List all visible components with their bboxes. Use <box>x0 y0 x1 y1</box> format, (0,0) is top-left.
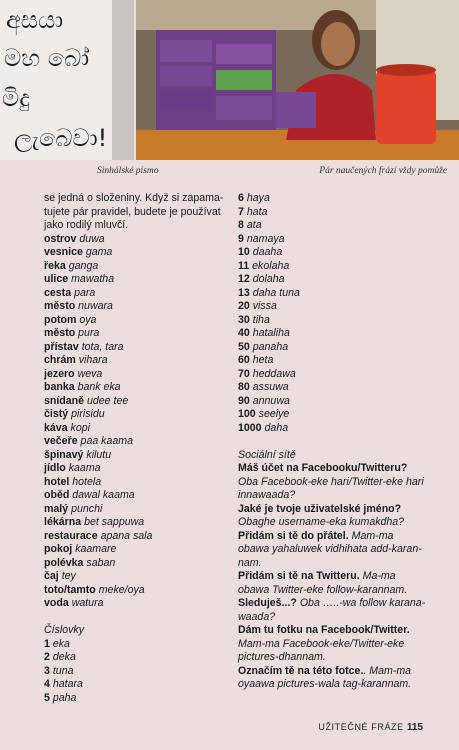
vocab-item <box>44 530 228 544</box>
social-phrase-si: Mam-ma <box>348 529 394 542</box>
social-line <box>238 584 422 598</box>
number-item <box>238 287 422 301</box>
number-item <box>238 273 422 287</box>
vocab-item-translation: meke/oya <box>98 583 145 596</box>
vocab-item <box>44 422 228 436</box>
social-line <box>238 530 422 544</box>
numbers-heading: Číslovky <box>44 624 85 636</box>
number-item-term: 2 <box>44 651 50 663</box>
number-item <box>238 381 422 395</box>
vocab-item <box>44 246 228 260</box>
social-phrase-cz: Máš účet na Facebooku/Twitteru? <box>238 462 408 474</box>
vocab-item-term: oběd <box>44 489 70 501</box>
vocab-item-translation: dawal kaama <box>72 489 135 501</box>
vocab-item-translation: saban <box>86 556 116 569</box>
vocab-item-translation: ganga <box>68 259 99 272</box>
social-heading: Sociální sítě <box>238 448 296 461</box>
number-item <box>238 219 422 233</box>
sinhala-sign-photo <box>0 0 134 160</box>
number-item-translation: daha <box>264 421 289 434</box>
vocab-item-translation: punchi <box>71 502 103 515</box>
number-item-term: 80 <box>238 381 250 393</box>
number-item <box>238 206 422 220</box>
social-line <box>238 651 422 665</box>
number-item-term: 1000 <box>238 421 262 434</box>
social-phrase-cz: Přidám si tě do přátel. <box>238 529 349 542</box>
social-phrase-si: oyaawa pictures-wala tag-karannam. <box>238 678 412 690</box>
social-line <box>238 611 422 625</box>
vocab-item-translation: udee tee <box>87 394 129 407</box>
vocab-item-term: čistý <box>44 408 69 420</box>
social-phrase-si: pictures-dhannam. <box>238 651 326 663</box>
number-item-translation: dolaha <box>252 273 285 285</box>
vocab-item <box>44 557 228 571</box>
spacer <box>44 611 228 625</box>
number-item <box>238 395 422 409</box>
number-item <box>44 651 228 665</box>
number-item-translation: paha <box>52 691 77 704</box>
vocab-item-translation: paa kaama <box>80 435 133 447</box>
number-item-translation: seeiye <box>258 408 290 420</box>
vocab-item-translation: bank eka <box>77 381 121 393</box>
vocab-item-translation: kaama <box>68 462 101 474</box>
social-line <box>238 570 422 584</box>
vocab-item-translation: kilutu <box>86 448 112 461</box>
vocab-item <box>44 570 228 584</box>
vocab-item-term: čaj <box>44 570 59 582</box>
vocab-item-translation: oya <box>79 313 97 326</box>
number-item <box>44 678 228 692</box>
number-item-term: 12 <box>238 273 250 285</box>
vocab-item-term: restaurace <box>44 529 98 542</box>
number-item-translation: ata <box>246 219 262 231</box>
page-footer <box>318 722 423 733</box>
number-item-translation: daaha <box>252 246 283 258</box>
number-item-translation: haya <box>246 192 270 204</box>
number-item-term: 60 <box>238 354 250 366</box>
number-item-term: 50 <box>238 340 250 353</box>
social-phrase-si: innawaada? <box>238 489 296 501</box>
vocab-item <box>44 543 228 557</box>
vocab-item <box>44 449 228 463</box>
vocab-item <box>44 300 228 314</box>
number-item-translation: hatara <box>52 678 83 690</box>
number-item-term: 100 <box>238 408 256 420</box>
vocab-item <box>44 287 228 301</box>
vocab-item-term: chrám <box>44 354 76 366</box>
number-item-term: 90 <box>238 394 250 407</box>
vocab-item-term: vesnice <box>44 246 83 258</box>
number-item <box>238 368 422 382</box>
vocab-item-term: lékárna <box>44 516 82 528</box>
number-item-translation: annuwa <box>252 394 290 407</box>
social-phrase-si: Oba …..-wa follow karana- <box>296 597 426 609</box>
number-item-translation: daha tuna <box>252 286 300 299</box>
number-item-term: 40 <box>238 327 250 339</box>
number-item-translation: tuna <box>52 664 74 677</box>
number-item-term: 1 <box>44 637 50 650</box>
vocab-item-translation: vihara <box>78 354 108 366</box>
number-item <box>238 314 422 328</box>
vocab-item-term: jídlo <box>44 462 66 474</box>
vocab-item-term: toto/tamto <box>44 583 96 596</box>
vocab-item <box>44 395 228 409</box>
vocab-item-translation: para <box>74 286 96 299</box>
number-item-term: 70 <box>238 367 250 380</box>
number-item-translation: heta <box>252 354 274 366</box>
vocab-item-term: ulice <box>44 273 69 285</box>
caption-right: Pár naučených frází vždy pomůže <box>319 166 447 176</box>
number-item-translation: hata <box>246 205 268 218</box>
vocab-item <box>44 489 228 503</box>
vocab-item <box>44 341 228 355</box>
vocab-item <box>44 408 228 422</box>
vocab-item-translation: tota, tara <box>81 340 124 353</box>
number-item-term: 7 <box>238 205 244 218</box>
intro-line: tujete pár pravidel, budete je používat <box>44 205 221 218</box>
number-item-translation: namaya <box>246 232 285 245</box>
number-item-term: 5 <box>44 691 50 704</box>
vocab-item-translation: duwa <box>79 232 105 245</box>
social-line <box>238 476 422 490</box>
vocab-item <box>44 476 228 490</box>
left-column <box>44 192 228 705</box>
number-item-term: 6 <box>238 192 244 204</box>
vocab-item <box>44 314 228 328</box>
vocab-item-translation: pura <box>78 327 100 339</box>
number-item-term: 30 <box>238 313 250 326</box>
caption-left: Sinhálské písmo <box>97 166 159 176</box>
vocab-item <box>44 597 228 611</box>
social-phrase-si: nam. <box>238 556 262 569</box>
vocab-item-term: potom <box>44 313 77 326</box>
vocab-item <box>44 516 228 530</box>
social-phrase-cz: Sleduješ...? <box>238 597 297 609</box>
vocab-item-term: malý <box>44 502 69 515</box>
number-item <box>238 341 422 355</box>
vocab-item-translation: hotela <box>72 475 102 488</box>
social-phrase-cz: Jaké je tvoje uživatelské jméno? <box>238 502 402 515</box>
number-item-translation: assuwa <box>252 381 289 393</box>
sign-text-line: මහ බෝ <box>4 44 90 72</box>
intro-line: se jedná o složeniny. Když si zapama- <box>44 192 224 204</box>
number-item <box>238 354 422 368</box>
social-phrase-si: Mam-ma Facebook-eke/Twitter-eke <box>238 637 405 650</box>
social-line <box>238 624 422 638</box>
vocab-item-term: ostrov <box>44 232 77 245</box>
social-line <box>238 516 422 530</box>
spacer <box>238 435 422 449</box>
vocab-item <box>44 273 228 287</box>
social-line <box>238 597 426 611</box>
vocab-item-term: jezero <box>44 367 75 380</box>
social-line <box>238 638 422 652</box>
vocab-item <box>44 503 228 517</box>
number-item <box>238 327 422 341</box>
vocab-item-translation: watura <box>71 597 104 609</box>
sign-text-line: ලැබෙවා! <box>14 124 108 152</box>
intro-line: jako rodilý mluvčí. <box>44 219 129 231</box>
number-item <box>238 408 422 422</box>
vocab-item-term: banka <box>44 381 75 393</box>
number-item <box>238 246 422 260</box>
vocab-item <box>44 462 228 476</box>
vocab-item <box>44 584 228 598</box>
vocab-item-term: večeře <box>44 435 78 447</box>
sign-text-line: මිදු <box>2 84 30 112</box>
number-item-translation: hataliha <box>252 327 290 339</box>
number-item-translation: eka <box>52 637 70 650</box>
number-item-term: 8 <box>238 219 244 231</box>
vocab-item-translation: kopi <box>70 421 90 434</box>
vocab-item <box>44 435 228 449</box>
vocab-item-term: pokoj <box>44 543 73 555</box>
market-vendor-photo <box>136 0 459 160</box>
number-item <box>238 233 422 247</box>
number-item-term: 3 <box>44 664 50 677</box>
vocab-item-translation: kaamare <box>75 543 117 555</box>
number-item <box>44 638 228 652</box>
number-item-term: 20 <box>238 300 250 312</box>
vocab-item-translation: bet sappuwa <box>84 516 145 528</box>
vocab-item-term: voda <box>44 597 69 609</box>
social-phrase-si: Obaghe username-eka kumakdha? <box>238 516 405 528</box>
social-phrase-si: . Mam-ma <box>363 664 412 677</box>
social-line <box>238 678 422 692</box>
vocab-item-translation: apana sala <box>100 529 153 542</box>
vocab-item <box>44 233 228 247</box>
social-line <box>238 665 422 679</box>
vocab-item <box>44 368 228 382</box>
vocab-item-term: město <box>44 300 76 312</box>
footer-section: UŽITEČNÉ FRÁZE <box>318 722 404 732</box>
vocab-item-translation: gama <box>85 246 113 258</box>
social-line <box>238 462 422 476</box>
vocab-item-translation: nuwara <box>78 300 113 312</box>
number-item-translation: panaha <box>252 340 289 353</box>
vocab-item-term: město <box>44 327 76 339</box>
number-item-term: 10 <box>238 246 250 258</box>
photo-captions <box>0 166 459 182</box>
vocab-item-term: přístav <box>44 340 79 353</box>
number-item-term: 4 <box>44 678 50 690</box>
social-line <box>238 543 422 557</box>
social-line <box>238 557 422 571</box>
number-item <box>238 422 422 436</box>
number-item-term: 13 <box>238 286 250 299</box>
vocab-item-term: káva <box>44 421 68 434</box>
social-phrase-si: waada? <box>238 610 276 623</box>
social-phrase-cz: Přidám si tě na Twitteru. <box>238 570 360 582</box>
number-item-term: 9 <box>238 232 244 245</box>
number-item-translation: tiha <box>252 313 270 326</box>
vocab-item-translation: weva <box>77 367 103 380</box>
vocab-item-term: špinavý <box>44 448 84 461</box>
vocab-item <box>44 354 228 368</box>
social-phrase-cz: Dám tu fotku na Facebook/Twitter. <box>238 624 410 636</box>
sign-text-line: අසයා <box>6 6 64 34</box>
social-line <box>238 503 422 517</box>
number-item-translation: vissa <box>252 300 277 312</box>
number-item <box>238 192 422 206</box>
number-item-term: 11 <box>238 259 250 272</box>
header-photos <box>0 0 459 160</box>
social-phrase-si: obawa yahaluwek vidhihata add-karan- <box>238 543 422 555</box>
vocab-item <box>44 381 228 395</box>
right-column <box>238 192 426 692</box>
number-item-translation: deka <box>52 651 76 663</box>
number-item <box>44 692 228 706</box>
number-item-translation: ekolaha <box>252 259 290 272</box>
social-phrase-si: Oba Facebook-eke hari/Twitter-eke hari <box>238 475 424 488</box>
number-item <box>238 300 422 314</box>
vocab-item-term: hotel <box>44 475 70 488</box>
vocab-item <box>44 327 228 341</box>
vocab-item-term: snídaně <box>44 394 85 407</box>
number-item <box>238 260 422 274</box>
social-line <box>238 489 422 503</box>
social-phrase-cz: Označím tě na této fotce. <box>238 664 364 677</box>
vocab-item-term: cesta <box>44 286 72 299</box>
number-item <box>44 665 228 679</box>
vocab-item-term: řeka <box>44 259 66 272</box>
vocab-item-translation: mawatha <box>71 273 115 285</box>
vocab-item-translation: tey <box>61 570 76 582</box>
vocab-item-term: polévka <box>44 556 84 569</box>
number-item-translation: heddawa <box>252 367 296 380</box>
vocab-item-translation: pirisidu <box>71 408 105 420</box>
social-phrase-si: Ma-ma <box>359 570 396 582</box>
page-number: 115 <box>406 722 423 733</box>
vocab-item <box>44 260 228 274</box>
social-phrase-si: obawa Twitter-eke follow-karannam. <box>238 583 408 596</box>
